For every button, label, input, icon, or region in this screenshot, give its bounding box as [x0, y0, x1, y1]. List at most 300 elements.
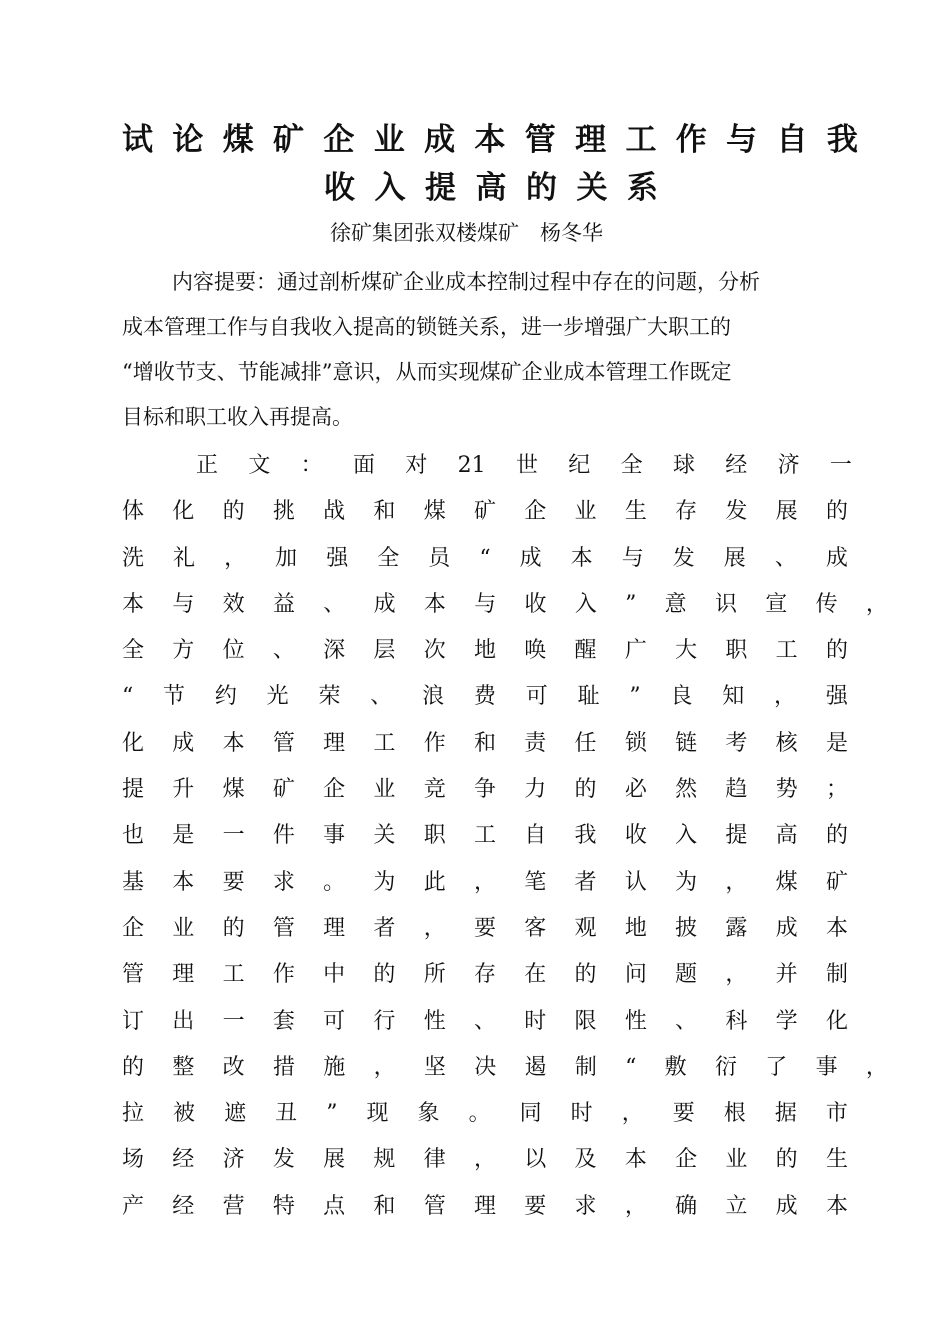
body-char: 此	[423, 869, 446, 895]
body-char: 本	[172, 869, 195, 895]
title-char: 的	[526, 170, 557, 206]
body-char: 益	[272, 591, 295, 617]
body-char: 求	[574, 1193, 597, 1219]
body-char: 性	[624, 1008, 647, 1034]
body-char: 化	[172, 499, 195, 525]
body-char: 发	[725, 499, 748, 525]
body-char: 与	[474, 591, 497, 617]
body-char: 题	[675, 962, 698, 988]
body-char: 化	[825, 1008, 848, 1034]
body-char: 和	[373, 1193, 396, 1219]
body-char: 争	[473, 777, 496, 803]
title-char: 作	[675, 122, 707, 158]
title-char: 业	[373, 122, 405, 158]
body-char: 。	[468, 1101, 491, 1127]
body-char: 制	[574, 1054, 597, 1080]
body-char: 和	[473, 730, 496, 756]
body-char: 根	[723, 1101, 746, 1127]
body-char: 势	[775, 777, 798, 803]
body-char: 职	[423, 823, 446, 849]
abstract	[122, 260, 874, 440]
body-char: 世	[515, 453, 538, 478]
body-char: 是	[825, 730, 848, 756]
body-char: 强	[326, 545, 349, 571]
body-char: 丑	[275, 1101, 298, 1127]
body-char: 礼	[173, 545, 196, 571]
body-char: 场	[122, 1147, 145, 1173]
body-char: 时	[524, 1008, 547, 1034]
body-char: 加	[275, 545, 298, 571]
body-char: 方	[172, 638, 195, 664]
body-char: 认	[624, 869, 647, 895]
body-char: 宣	[765, 591, 788, 617]
body-char: 坚	[423, 1054, 446, 1080]
title-char: 高	[475, 170, 507, 206]
body-char: 管	[272, 915, 295, 941]
body-char: 管	[423, 1193, 446, 1219]
body-char: 企	[323, 777, 346, 803]
body-char: 规	[373, 1147, 396, 1173]
body-char: 管	[122, 962, 145, 988]
body-char: 工	[373, 730, 396, 756]
body-char: 披	[675, 915, 698, 941]
body-char: 象	[417, 1101, 440, 1127]
body-char: ，	[473, 1147, 496, 1173]
title-line-1	[122, 118, 858, 162]
body-char: 件	[272, 823, 295, 849]
body-char: 的	[825, 499, 848, 525]
body-char: 经	[172, 1193, 195, 1219]
body-char: 笔	[524, 869, 547, 895]
body-char: 特	[272, 1193, 295, 1219]
body-char: 对	[405, 453, 428, 478]
title-char: 入	[374, 170, 406, 206]
body-char: 锁	[624, 730, 647, 756]
body-char: 和	[373, 499, 396, 525]
body-char: 企	[675, 1147, 698, 1173]
title-char: 成	[424, 122, 456, 158]
body-char: 一	[222, 823, 245, 849]
title-char: 关	[576, 170, 608, 206]
body-char: 识	[714, 591, 737, 617]
body-char: 理	[473, 1193, 496, 1219]
body-char: 。	[323, 869, 346, 895]
title-char: 试	[122, 122, 153, 158]
body-char: 措	[272, 1054, 295, 1080]
body-char: 施	[323, 1054, 346, 1080]
title-char: 理	[575, 122, 607, 158]
body-char: 是	[172, 823, 195, 849]
body-char: 展	[775, 499, 798, 525]
body-char: 文	[248, 453, 271, 478]
author-line: 徐矿集团张双楼煤矿 杨冬华	[330, 221, 603, 245]
body-char: 唤	[524, 638, 547, 664]
body-char: ，	[774, 684, 797, 710]
body-char: 可	[323, 1008, 346, 1034]
body-line	[196, 443, 852, 489]
body-char: 战	[323, 499, 346, 525]
body-char: 本	[570, 545, 593, 571]
body-line	[122, 536, 848, 582]
body-char: 改	[222, 1054, 245, 1080]
body-char: 醒	[574, 638, 597, 664]
body-char: ；	[825, 777, 848, 803]
body-char: ”	[629, 684, 641, 710]
body-char: 费	[473, 684, 496, 710]
body-char: 知	[722, 684, 745, 710]
body-char: 成	[172, 730, 195, 756]
body-line	[122, 999, 848, 1045]
body-char: 层	[373, 638, 396, 664]
title-char: 系	[627, 170, 658, 206]
body-char: 节	[163, 684, 186, 710]
body-char: 挑	[272, 499, 295, 525]
body-char: 浪	[422, 684, 445, 710]
body-char: 了	[765, 1054, 788, 1080]
body-char: 任	[574, 730, 597, 756]
title-char: 企	[323, 122, 355, 158]
body-char: 被	[173, 1101, 196, 1127]
body-char: 自	[524, 823, 547, 849]
body-char: ：	[300, 453, 323, 478]
body-char: 可	[525, 684, 548, 710]
title-char: 我	[826, 122, 858, 158]
body-line	[122, 674, 848, 720]
body-char: 为	[373, 869, 396, 895]
title-char: 本	[474, 122, 506, 158]
body-char: 者	[574, 869, 597, 895]
body-line	[122, 1091, 848, 1137]
body-char: 企	[524, 499, 547, 525]
body-char: 我	[574, 823, 597, 849]
body-char: 市	[825, 1101, 848, 1127]
body-char: 收	[524, 591, 547, 617]
body-char: 决	[474, 1054, 497, 1080]
body-char: 生	[825, 1147, 848, 1173]
body-char: 展	[723, 545, 746, 571]
body-char: 业	[172, 915, 195, 941]
body-char: 露	[725, 915, 748, 941]
body-char: ，	[621, 1101, 644, 1127]
body-char: 理	[172, 962, 195, 988]
body-char: 、	[323, 591, 346, 617]
body-line	[122, 860, 848, 906]
body-text	[122, 443, 888, 1230]
body-char: 存	[675, 499, 698, 525]
body-char: 产	[122, 1193, 145, 1219]
body-char: 与	[621, 545, 644, 571]
body-char: 矿	[473, 499, 496, 525]
body-char: 作	[272, 962, 295, 988]
body-char: 为	[675, 869, 698, 895]
body-char: 关	[373, 823, 396, 849]
body-char: 员	[428, 545, 451, 571]
body-char: 据	[774, 1101, 797, 1127]
title-char: 自	[776, 122, 808, 158]
body-char: ”	[326, 1101, 338, 1127]
body-char: 事	[815, 1054, 838, 1080]
body-char: 本	[122, 591, 145, 617]
title-char: 工	[625, 122, 657, 158]
body-char: 深	[323, 638, 346, 664]
body-char: 基	[122, 869, 145, 895]
body-char: 经	[172, 1147, 195, 1173]
body-char: 成	[825, 545, 848, 571]
body-char: 订	[122, 1008, 145, 1034]
title-char: 管	[524, 122, 556, 158]
body-char: 成	[775, 915, 798, 941]
body-char: 然	[675, 777, 698, 803]
body-char: 拉	[122, 1101, 145, 1127]
body-char: 与	[172, 591, 195, 617]
body-char: 限	[574, 1008, 597, 1034]
body-char: 业	[574, 499, 597, 525]
body-char: 的	[122, 1054, 145, 1080]
body-char: ，	[865, 591, 888, 617]
body-char: 、	[774, 545, 797, 571]
abstract-line: 内容提要：通过剖析煤矿企业成本控制过程中存在的问题，分析	[172, 270, 760, 294]
body-char: 确	[675, 1193, 698, 1219]
body-char: 正	[196, 453, 219, 478]
body-char: 一	[222, 1008, 245, 1034]
body-char: 提	[725, 823, 748, 849]
body-char: 成	[775, 1193, 798, 1219]
body-line	[122, 813, 848, 859]
body-char: 的	[825, 823, 848, 849]
body-char: 管	[272, 730, 295, 756]
body-char: 性	[423, 1008, 446, 1034]
body-char: ，	[865, 1054, 888, 1080]
body-char: 的	[222, 499, 245, 525]
body-line	[122, 628, 848, 674]
body-char: 营	[222, 1193, 245, 1219]
body-char: 次	[423, 638, 446, 664]
body-char: 展	[323, 1147, 346, 1173]
body-char: ，	[373, 1054, 396, 1080]
body-char: 律	[423, 1147, 446, 1173]
body-line	[122, 1137, 848, 1183]
abstract-line: 目标和职工收入再提高。	[122, 405, 353, 429]
body-char: 、	[473, 1008, 496, 1034]
body-char: 遮	[224, 1101, 247, 1127]
body-char: 以	[524, 1147, 547, 1173]
body-char: 衍	[714, 1054, 737, 1080]
body-char: 济	[777, 453, 800, 478]
body-char: 地	[473, 638, 496, 664]
body-char: 者	[373, 915, 396, 941]
body-char: 意	[664, 591, 687, 617]
body-char: 要	[672, 1101, 695, 1127]
body-char: 科	[725, 1008, 748, 1034]
body-char: 工	[775, 638, 798, 664]
abstract-line: “增收节支、节能减排”意识，从而实现煤矿企业成本管理工作既定	[122, 360, 732, 384]
body-char: 立	[725, 1193, 748, 1219]
body-char: 耻	[577, 684, 600, 710]
body-char: 点	[323, 1193, 346, 1219]
body-char: 同	[519, 1101, 542, 1127]
body-char: 煤	[222, 777, 245, 803]
body-char: 的	[574, 962, 597, 988]
body-char: 全	[377, 545, 400, 571]
body-char: 行	[373, 1008, 396, 1034]
body-char: 本	[222, 730, 245, 756]
body-char: 的	[825, 638, 848, 664]
body-char: 一	[829, 453, 852, 478]
body-char: 也	[122, 823, 145, 849]
body-char: 敷	[664, 1054, 687, 1080]
body-char: 本	[825, 915, 848, 941]
body-char: 学	[775, 1008, 798, 1034]
body-char: 本	[825, 1193, 848, 1219]
body-char: 生	[624, 499, 647, 525]
body-char: 效	[222, 591, 245, 617]
body-char: 中	[323, 962, 346, 988]
body-char: 的	[222, 915, 245, 941]
body-char: 球	[672, 453, 695, 478]
body-char: 光	[266, 684, 289, 710]
body-char: 要	[222, 869, 245, 895]
body-char: 提	[122, 777, 145, 803]
body-char: 发	[272, 1147, 295, 1173]
body-char: 观	[574, 915, 597, 941]
body-char: 竞	[423, 777, 446, 803]
body-char: 大	[675, 638, 698, 664]
body-line	[122, 582, 888, 628]
body-char: 职	[725, 638, 748, 664]
body-char: 发	[672, 545, 695, 571]
body-char: 业	[373, 777, 396, 803]
body-char: 考	[725, 730, 748, 756]
body-char: “	[122, 684, 134, 710]
title-char: 收	[324, 170, 355, 206]
body-char: 力	[524, 777, 547, 803]
body-char: 作	[423, 730, 446, 756]
body-char: 、	[272, 638, 295, 664]
title-char: 与	[726, 122, 758, 158]
body-char: 荣	[318, 684, 341, 710]
body-char: ，	[624, 1193, 647, 1219]
body-char: 广	[624, 638, 647, 664]
body-char: ，	[725, 962, 748, 988]
body-char: 良	[670, 684, 693, 710]
body-char: 济	[222, 1147, 245, 1173]
body-char: 趋	[725, 777, 748, 803]
body-char: 的	[373, 962, 396, 988]
body-char: 工	[473, 823, 496, 849]
body-char: 传	[815, 591, 838, 617]
body-char: 煤	[423, 499, 446, 525]
body-char: 遏	[524, 1054, 547, 1080]
body-char: “	[479, 545, 491, 571]
body-char: 套	[272, 1008, 295, 1034]
body-char: 矿	[272, 777, 295, 803]
body-char: 高	[775, 823, 798, 849]
body-char: 本	[624, 1147, 647, 1173]
body-char: 入	[675, 823, 698, 849]
body-char: ”	[625, 591, 637, 617]
body-char: 成	[373, 591, 396, 617]
body-char: 整	[172, 1054, 195, 1080]
body-char: 约	[214, 684, 237, 710]
body-char: 体	[122, 499, 145, 525]
body-char: 业	[725, 1147, 748, 1173]
title-char: 提	[425, 170, 456, 206]
body-char: 存	[473, 962, 496, 988]
body-char: 纪	[568, 453, 591, 478]
body-char: 的	[775, 1147, 798, 1173]
body-char: 入	[574, 591, 597, 617]
body-char: 问	[624, 962, 647, 988]
body-char: ，	[423, 915, 446, 941]
body-char: 全	[122, 638, 145, 664]
abstract-line: 成本管理工作与自我收入提高的锁链关系，进一步增强广大职工的	[122, 315, 731, 339]
body-char: 成	[519, 545, 542, 571]
body-char: 制	[825, 962, 848, 988]
title-char: 矿	[273, 122, 305, 158]
body-char: 链	[675, 730, 698, 756]
body-char: 全	[620, 453, 643, 478]
body-char: 面	[352, 453, 375, 478]
body-char: ，	[473, 869, 496, 895]
body-char: 升	[172, 777, 195, 803]
body-char: 并	[775, 962, 798, 988]
body-line	[122, 1184, 848, 1230]
body-char: 化	[122, 730, 145, 756]
body-char: 出	[172, 1008, 195, 1034]
body-char: 时	[570, 1101, 593, 1127]
body-char: 经	[725, 453, 748, 478]
body-line	[122, 721, 848, 767]
body-char: 位	[222, 638, 245, 664]
body-char: 企	[122, 915, 145, 941]
body-char: 、	[675, 1008, 698, 1034]
body-char: 收	[624, 823, 647, 849]
body-char: 及	[574, 1147, 597, 1173]
body-line	[122, 489, 848, 535]
body-char: 要	[524, 1193, 547, 1219]
body-char: 煤	[775, 869, 798, 895]
body-char: 的	[574, 777, 597, 803]
title-line-2	[324, 166, 658, 210]
body-char: 、	[370, 684, 393, 710]
body-char: 21	[457, 453, 486, 478]
body-char: ，	[725, 869, 748, 895]
body-line	[122, 767, 848, 813]
body-line	[122, 952, 848, 998]
body-char: 必	[624, 777, 647, 803]
body-char: 求	[272, 869, 295, 895]
body-char: 地	[624, 915, 647, 941]
title-char: 煤	[222, 122, 254, 158]
body-char: 要	[473, 915, 496, 941]
body-char: 工	[222, 962, 245, 988]
body-char: 事	[323, 823, 346, 849]
body-char: 现	[366, 1101, 389, 1127]
body-char: 核	[775, 730, 798, 756]
body-char: 所	[423, 962, 446, 988]
body-line	[122, 906, 848, 952]
body-char: 理	[323, 915, 346, 941]
body-char: 矿	[825, 869, 848, 895]
body-char: 本	[423, 591, 446, 617]
body-char: 强	[825, 684, 848, 710]
body-char: 理	[323, 730, 346, 756]
body-char: 在	[524, 962, 547, 988]
body-line	[122, 1045, 888, 1091]
body-char: 洗	[122, 545, 145, 571]
body-char: 客	[524, 915, 547, 941]
body-char: ，	[224, 545, 247, 571]
